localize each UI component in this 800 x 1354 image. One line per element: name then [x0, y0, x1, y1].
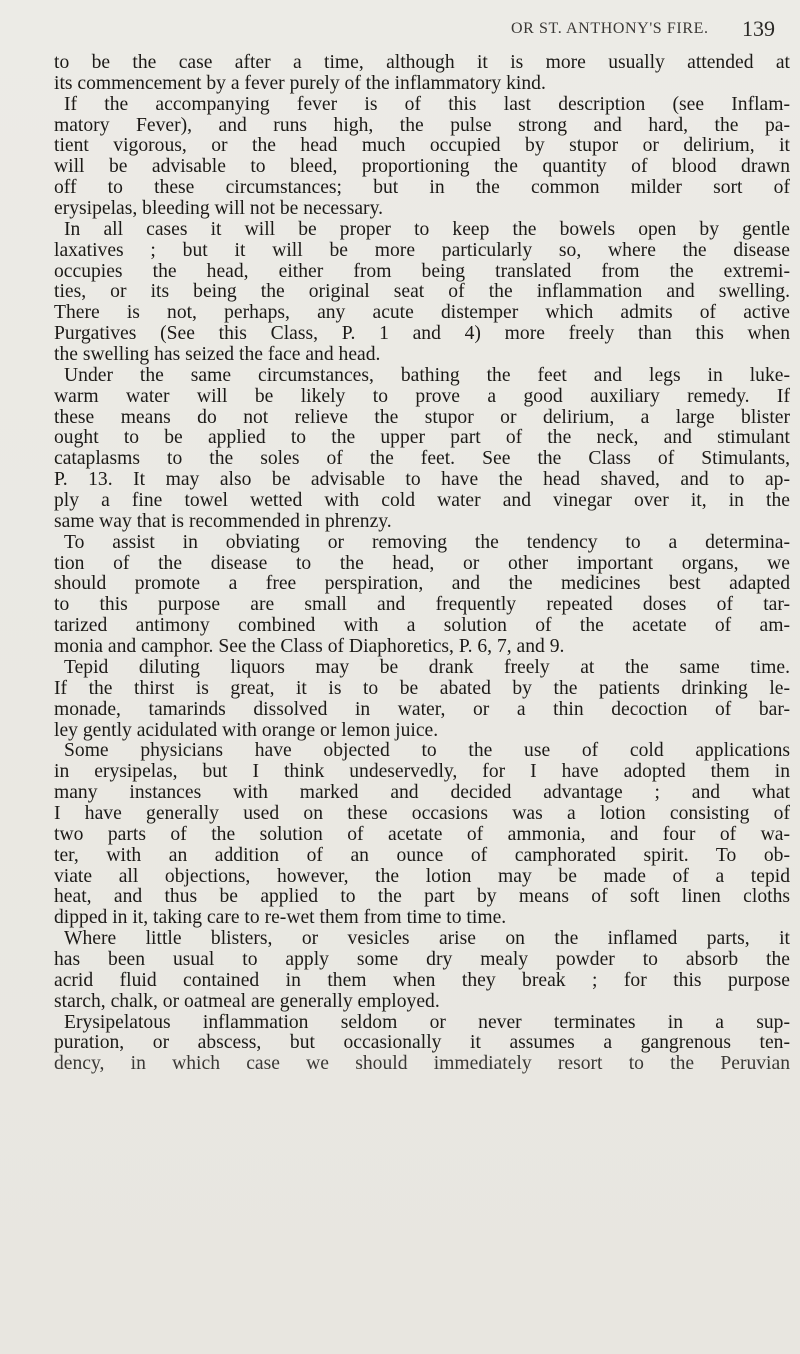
text-line: these means do not relieve the stupor or delirium, a large blister — [54, 407, 790, 428]
text-line: tion of the disease to the head, or other important organs, we — [54, 553, 790, 574]
text-line: same way that is recommended in phrenzy. — [54, 511, 392, 532]
text-line: Purgatives (See this Class, P. 1 and 4) more freely than this when — [54, 324, 790, 345]
text-line: tient vigorous, or the head much occupied by stupor or delirium, it — [54, 136, 790, 157]
text-line: the swelling has seized the face and head. — [54, 345, 381, 366]
text-line: in erysipelas, but I think undeservedly, for I have adopted them in — [54, 762, 790, 783]
text-line: Tepid diluting liquors may be drank freely at the same time. — [64, 657, 790, 678]
text-line: If the thirst is great, it is to be abated by the patients drinking le- — [54, 678, 790, 699]
text-line: many instances with marked and decided advantage ; and what — [54, 783, 790, 804]
text-line: off to these circumstances; but in the common milder sort of — [54, 178, 790, 199]
text-line: Erysipelatous inflammation seldom or never terminates in a sup- — [64, 1012, 790, 1033]
body-text — [54, 53, 790, 1075]
text-line: dency, in which case we should immediately resort to the Peruvian — [54, 1054, 790, 1075]
running-head: OR ST. ANTHONY'S FIRE. — [511, 20, 709, 37]
text-line: matory Fever), and runs high, the pulse strong and hard, the pa- — [54, 115, 790, 136]
text-line: Some physicians have objected to the use of cold applications — [64, 741, 790, 762]
text-line: will be advisable to bleed, proportioning the quantity of blood drawn — [54, 157, 790, 178]
text-line: In all cases it will be proper to keep the bowels open by gentle — [64, 219, 790, 240]
text-line: heat, and thus be applied to the part by means of soft linen cloths — [54, 887, 790, 908]
text-line: dipped in it, taking care to re-wet them from time to time. — [54, 908, 507, 929]
text-line: ought to be applied to the upper part of the neck, and stimulant — [54, 428, 790, 449]
text-line: its commencement by a fever purely of the inflammatory kind. — [54, 73, 546, 94]
text-line: monade, tamarinds dissolved in water, or a thin decoction of bar- — [54, 699, 790, 720]
text-line: To assist in obviating or removing the tendency to a determina- — [64, 532, 790, 553]
text-line: puration, or abscess, but occasionally it assumes a gangrenous ten- — [54, 1033, 790, 1054]
text-line: laxatives ; but it will be more particularly so, where the disease — [54, 240, 790, 261]
text-line: two parts of the solution of acetate of ammonia, and four of wa- — [54, 824, 790, 845]
text-line: viate all objections, however, the lotion may be made of a tepid — [54, 866, 790, 887]
text-line: Where little blisters, or vesicles arise on the inflamed parts, it — [64, 929, 790, 950]
text-line: warm water will be likely to prove a good auxiliary remedy. If — [54, 386, 790, 407]
text-line: cataplasms to the soles of the feet. See the Class of Stimulants, — [54, 449, 790, 470]
text-line: ley gently acidulated with orange or lemon juice. — [54, 720, 439, 741]
text-line: ter, with an addition of an ounce of camphorated spirit. To ob- — [54, 845, 790, 866]
text-line: There is not, perhaps, any acute distemper which admits of active — [54, 303, 790, 324]
text-line: ply a fine towel wetted with cold water and vinegar over it, in the — [54, 491, 790, 512]
text-line: tarized antimony combined with a solution of the acetate of am- — [54, 616, 790, 637]
text-line: I have generally used on these occasions was a lotion consisting of — [54, 803, 790, 824]
text-line: starch, chalk, or oatmeal are generally employed. — [54, 991, 440, 1012]
text-line: ties, or its being the original seat of the inflammation and swelling. — [54, 282, 790, 303]
text-line: acrid fluid contained in them when they break ; for this purpose — [54, 970, 790, 991]
text-line: P. 13. It may also be advisable to have the head shaved, and to ap- — [54, 470, 790, 491]
text-line: If the accompanying fever is of this last description (see Inflam- — [64, 94, 790, 115]
text-line: monia and camphor. See the Class of Diaphoretics, P. 6, 7, and 9. — [54, 637, 565, 658]
text-line: to this purpose are small and frequently repeated doses of tar- — [54, 595, 790, 616]
text-line: has been usual to apply some dry mealy powder to absorb the — [54, 949, 790, 970]
page-number: 139 — [742, 16, 775, 41]
text-line: occupies the head, either from being translated from the extremi- — [54, 261, 790, 282]
text-line: to be the case after a time, although it is more usually attended at — [54, 53, 790, 73]
text-line: should promote a free perspiration, and the medicines best adapted — [54, 574, 790, 595]
text-line: erysipelas, bleeding will not be necessary. — [54, 199, 383, 220]
text-line: Under the same circumstances, bathing the feet and legs in luke- — [64, 365, 790, 386]
